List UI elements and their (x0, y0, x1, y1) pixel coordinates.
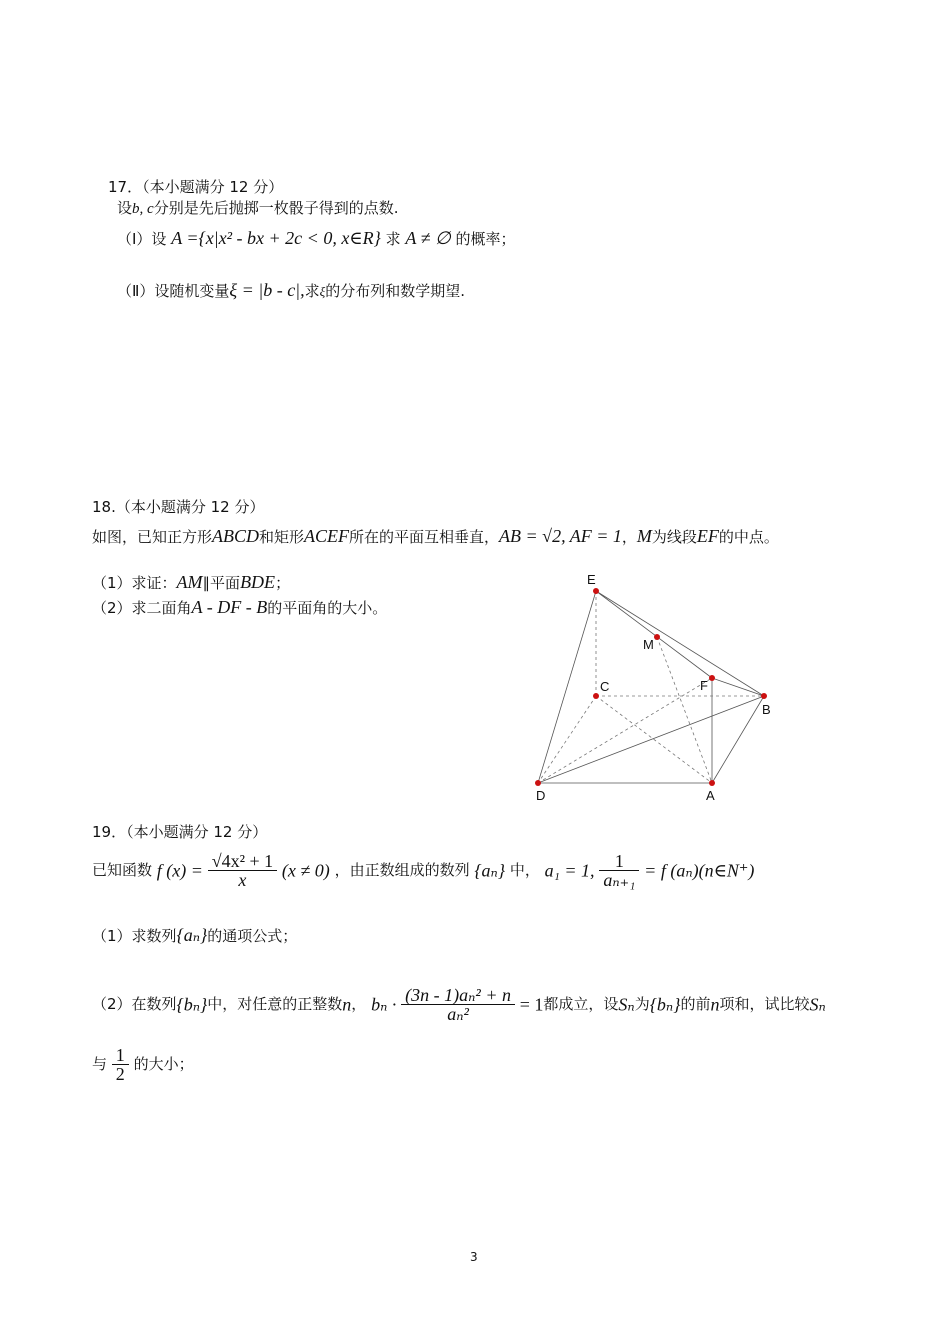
point-A (709, 780, 715, 786)
q18-figure (520, 565, 790, 810)
edge-ED (538, 591, 596, 783)
q17-random-variable: ξ = |b - c|, (229, 280, 305, 300)
edge-FB (712, 678, 764, 696)
point-F (709, 675, 715, 681)
point-C (593, 693, 599, 699)
q19-condition-fraction: $\frac{\text{(3n - 1)aₙ² + n}}{\text{aₙ²}}$ (401, 986, 515, 1023)
q19-part2: （2）在数列{bₙ}中，对任意的正整数n， bₙ · $\frac{\text{(3n - 1)aₙ² + n}}{\text{aₙ²}}$ = 1都成立，设Sₙ为{bₙ}的前n项和，试比较Sₙ (92, 985, 826, 1024)
point-M (654, 634, 660, 640)
page-number: 3 (470, 1250, 478, 1264)
point-D (535, 780, 541, 786)
point-B (761, 693, 767, 699)
label-B: B (762, 702, 771, 717)
edge-DF (538, 678, 712, 783)
q19-part1: （1）求数列{aₙ}的通项公式； (92, 925, 298, 945)
q17-part1: （Ⅰ）设 A ={x|x² - bx + 2c < 0, x∈R} 求 A ≠ ∅ 的概率； (117, 228, 516, 248)
label-M: M (643, 637, 654, 652)
edge-CD (538, 696, 596, 783)
edge-CA (596, 696, 712, 783)
edge-DB (538, 696, 764, 783)
label-E: E (587, 572, 596, 587)
q19-header: 19．（本小题满分 12 分） (92, 823, 268, 841)
q17-header: 17．（本小题满分 12 分） (108, 178, 284, 196)
q17-part2: （Ⅱ）设随机变量ξ = |b - c|,求ξ的分布列和数学期望. (117, 280, 465, 300)
point-E (593, 588, 599, 594)
q19-half-fraction: $\frac{1}{2}$ (112, 1046, 129, 1083)
q19-function-fraction: $\frac{\text{√4x² + 1}}{x}$ (208, 852, 277, 889)
edge-EF (596, 591, 712, 678)
q18-statement: 如图，已知正方形ABCD和矩形ACEF所在的平面互相垂直，AB = √2, AF = 1，M为线段EF的中点。 (92, 526, 779, 546)
q18-part1: （1）求证：AM∥平面BDE； (92, 572, 291, 592)
label-A: A (706, 788, 715, 803)
label-F: F (700, 678, 708, 693)
q19-given: 已知函数 f (x) = $\frac{\text{√4x² + 1}}{x}$ (x ≠ 0) ，由正数组成的数列 {aₙ} 中， a₁ = 1, $\frac{1}{\text{aₙ₊₁}}$ = f (aₙ)(n∈N⁺) (92, 851, 755, 890)
label-D: D (536, 788, 546, 803)
q17-set-expression: A ={x|x² - bx + 2c < 0, x∈R} (171, 228, 381, 248)
edge-EB (596, 591, 764, 696)
q18-part2: （2）求二面角A - DF - B的平面角的大小。 (92, 597, 388, 617)
q19-part2-cont: 与 $\frac{1}{2}$ 的大小； (92, 1045, 194, 1084)
q19-recurrence-fraction: $\frac{1}{\text{aₙ₊₁}}$ (599, 852, 639, 889)
edge-MA (657, 637, 712, 783)
edge-AB (712, 696, 764, 783)
label-C: C (600, 679, 610, 694)
figure-points (535, 588, 767, 786)
q18-header: 18.（本小题满分 12 分） (92, 498, 265, 516)
q17-intro: 设b, c分别是先后抛掷一枚骰子得到的点数. (117, 199, 399, 217)
